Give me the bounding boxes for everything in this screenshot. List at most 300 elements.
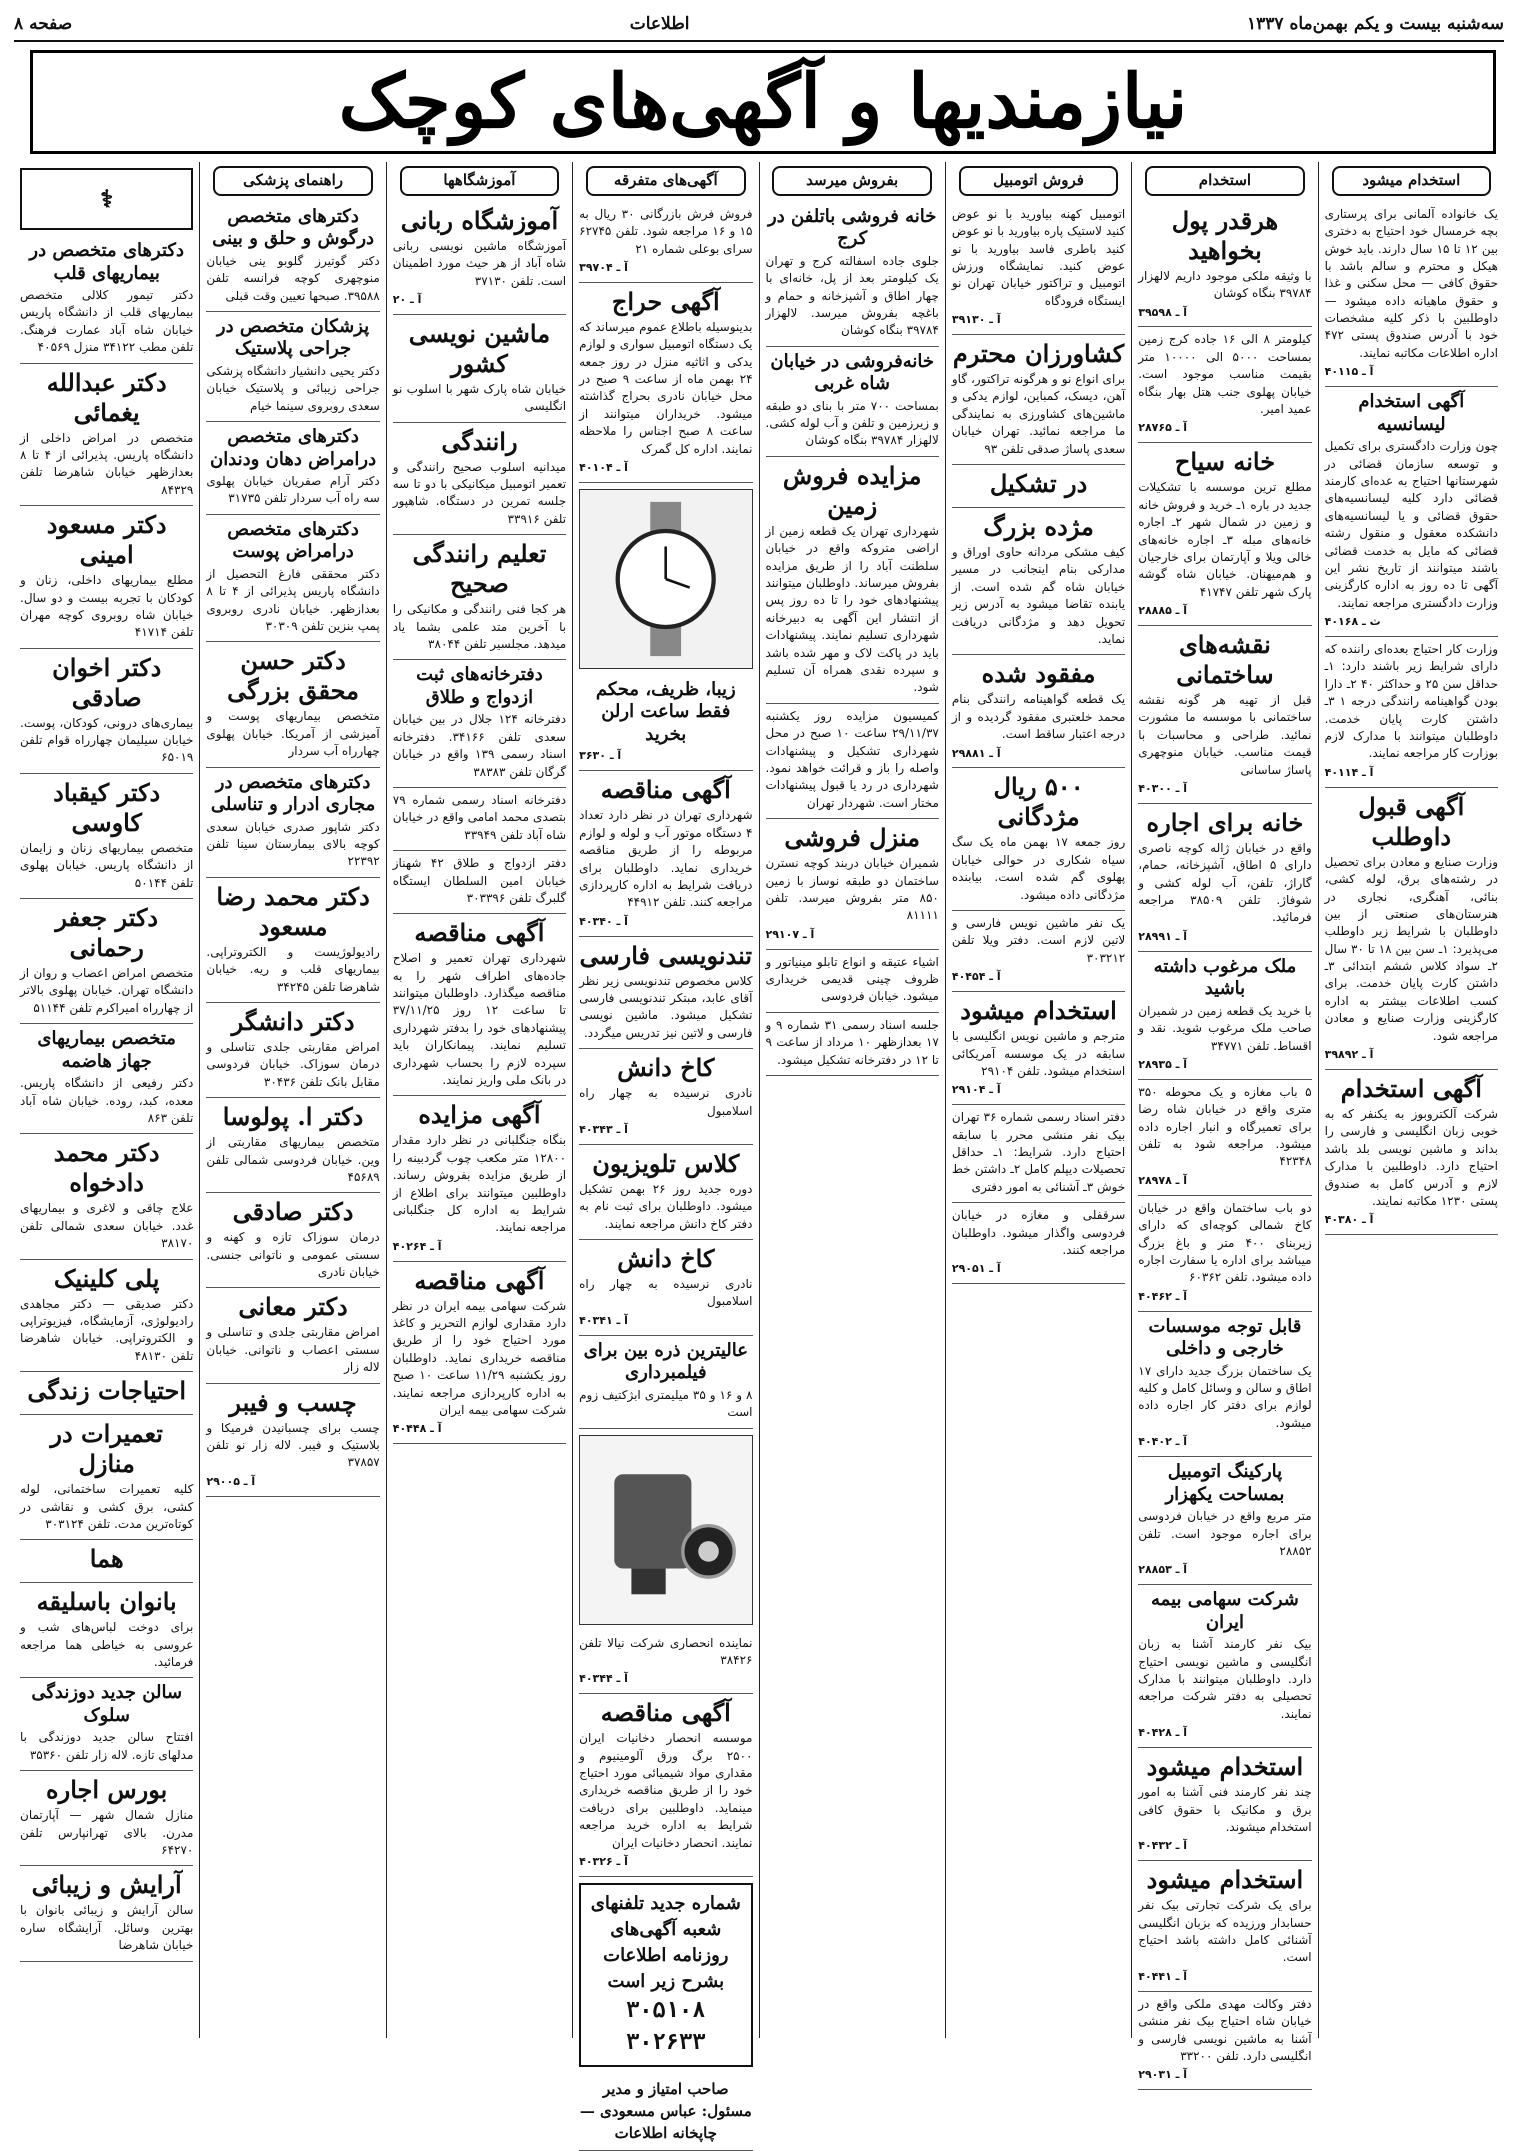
classified-ad	[1138, 1861, 1311, 1992]
ad-title: پزشکان متخصص در جراحی پلاستیک	[216, 315, 370, 360]
ad-body: مترجم و ماشین نویس انگلیسی با سابقه در یک موسسه آمریکائی استخدام میشود. تلفن ۲۹۱۰۴	[951, 1029, 1126, 1078]
ad-body: یک ساختمان بزرگ جدید دارای ۱۷ اطاق و سالن و وسائل کامل و کلیه لوازم برای دفتر کار اجاره داده میشود.	[1138, 1363, 1312, 1430]
classified-ad	[1138, 1196, 1311, 1312]
ad-title: استخدام میشود	[960, 996, 1117, 1026]
classified-ad	[20, 1024, 193, 1134]
ad-body: واقع در خیابان ژاله کوچه ناصری دارای ۵ اطاق، آشپزخانه، حمام، گاراژ، تلفن، آب لوله کشی و شوفاژ. تلفن ۳۸۵۰۹ مراجعه فرمائید.	[1138, 840, 1312, 925]
classified-ad	[20, 1866, 193, 1961]
ad-title: چسب و فیبر	[229, 1387, 357, 1417]
ad-title: آگهی مزایده	[418, 1100, 541, 1130]
ad-body: دکتر آرام صفریان خیابان پهلوی سه راه آب سردار تلفن ۳۱۷۳۵	[206, 474, 380, 506]
ad-code: آ ـ ۲۹۰۵۱	[951, 1262, 1001, 1276]
classified-ad	[579, 1240, 752, 1336]
ad-title: دکترهای متخصص در بیماریهای قلب	[29, 240, 184, 284]
ad-title: دکترهای متخصص درامراض پوست	[227, 518, 359, 563]
classified-ad	[579, 675, 752, 771]
ad-code: آ ـ ۴۰۴۳۲	[1138, 1839, 1188, 1853]
banner-title: نیازمندیها و آگهی‌های کوچک	[338, 59, 1188, 145]
ad-body: نادری نرسیده به چهار راه اسلامبول	[579, 1086, 753, 1118]
ad-body: برای یک شرکت تجارتی بیک نفر حسابدار ورزیده که بزبان انگلیسی آشنائی کامل داشته باشد احتیاج است.	[1138, 1898, 1312, 1965]
classified-ad	[1138, 952, 1311, 1080]
ad-title: دفترخانه‌های ثبت ازدواج و طلاق	[416, 664, 543, 708]
ad-title: بورس اجاره	[46, 1775, 168, 1805]
column-heading: استخدام	[1145, 166, 1305, 196]
ad-title: ملک مرغوب داشته باشید	[1153, 955, 1297, 1000]
classified-ad	[393, 851, 566, 914]
ad-code: ث ـ ۴۰۱۶۸	[1324, 615, 1381, 629]
classified-ad	[952, 768, 1125, 911]
ad-code: آ ـ ۲۸۹۹۱	[1138, 929, 1188, 943]
ad-body: متخصص بیماریهای زنان و زایمان از دانشگاه پاریس. خیابان پهلوی تلفن ۵۰۱۴۴	[20, 840, 194, 890]
ad-body: کمیسیون مزایده روز یکشنبه ۲۹/۱۱/۳۷ ساعت ۱۰ صبح در محل شهرداری تشکیل و پیشنهادات واصله را باز و قرائت خواهد نمود. شهرداری در رد یا قبول پیشنهادات مختار است. شهردار تهران	[765, 708, 939, 810]
classified-ad	[393, 535, 566, 660]
ad-body: امراض مقاربتی جلدی و تناسلی و سستی اعصاب و ناتوانی. خیابان لاله زار	[206, 1325, 380, 1375]
classified-ad	[1325, 1070, 1498, 1235]
ad-title: استخدام میشود	[1146, 1865, 1304, 1895]
ad-title: نقشه‌های ساختمانی	[1176, 630, 1274, 690]
classified-ad	[206, 202, 379, 312]
classified-ad	[579, 937, 752, 1050]
ad-body: وزارت کار احتیاج بعده‌ای راننده که دارای شرایط زیر باشند دارد: ۱ـ حداقل سن ۲۵ و حداکثر ۴۰ ۲ـ دارا بودن گواهینامه رانندگی درجه ۱ ۳ـ داشتن کارت پایان خدمت. داوطلبان میتوانند با مدارک لازم بوزارت کار مراجعه نمایند.	[1324, 642, 1498, 761]
classified-ad	[1138, 804, 1311, 952]
medical-guide-logo	[20, 168, 193, 230]
classified-ad	[20, 1540, 193, 1583]
ad-body: اتومبیل کهنه بیاورید با نو عوض کنید لاستیک پاره بیاورید با نو عوض کنید باطری فاسد بیاورید با نو عوض کنید. نمایشگاه ورزش اتومبیل و تراکتور خیابان تهران نو ایستگاه فرودگاه	[951, 206, 1126, 308]
ad-title: آگهی مناقصه	[414, 918, 545, 948]
ad-body: دوره جدید روز ۲۶ بهمن تشکیل میشود. داوطلبان برای ثبت نام به دفتر کاخ دانش مراجعه نمایند.	[579, 1181, 753, 1231]
ad-title: ۵۰۰ ریال مژدگانی	[993, 772, 1084, 832]
ad-body: یک خانواده آلمانی برای پرستاری بچه خرمسال خود احتیاج به دختری بین ۱۲ تا ۱۵ سال دارند. باید خوش هیکل و محترم و سالم باشد با حقوق کافی — محل سکنی و غذا و حقوق ماهیانه داده میشود — داوطلبین با ذکر کلیه مشخصات خود با آدرس صندوق پستی ۴۷۲ اداره اطلاعات مکاتبه نمایند.	[1324, 206, 1499, 360]
classified-ad	[393, 914, 566, 1096]
column-heading: راهنمای پزشکی	[213, 166, 373, 196]
ad-title: تعلیم رانندگی صحیح	[412, 539, 547, 599]
ad-title: دکترهای متخصص درگوش و حلق و بینی	[212, 205, 375, 250]
ad-body: دو باب ساختمان واقع در خیابان کاخ شمالی کوچه‌ای که دارای زیربنای ۴۰۰ متر و باغ بزرگ میباشد برای اداره یا سفارت اجاره داده میشود. تلفن ۶۰۳۶۲	[1138, 1200, 1312, 1285]
ad-body: یک قطعه گواهینامه رانندگی بنام محمد خلعتبری مفقود گردیده و از درجه اعتبار ساقط است.	[951, 692, 1126, 742]
classified-ad	[952, 202, 1125, 335]
classified-ad	[20, 1771, 193, 1866]
classified-ad	[393, 202, 566, 315]
ad-body: امراض مقاربتی جلدی تناسلی و درمان سوزاک. خیابان فردوسی مقابل بانک تلفن ۳۰۴۳۶	[206, 1039, 380, 1089]
classified-ad	[20, 1260, 193, 1373]
classified-ad	[579, 1336, 752, 1429]
classified-ad	[1138, 443, 1311, 626]
ad-body: مطلع بیماریهای داخلی، زنان و کودکان با تجربه بیست و دو سال. خیابان شاه روبروی کوچه مهران تلفن ۴۱۷۱۴	[20, 573, 194, 640]
ad-body: قبل از تهیه هر گونه نقشه ساختمانی با موسسه ما مشورت نمائید. طراحی و محاسبات با قیمت مناسب. خیابان منوچهری پاساژ ساسانی	[1138, 693, 1312, 777]
ad-title: دکتر معانی	[238, 1292, 348, 1322]
ad-title: دکتر صادقی	[232, 1197, 354, 1227]
ad-code: آ ـ ۴۰۳۴۱	[579, 1313, 628, 1327]
ad-body: ۵ باب مغازه و یک محوطه ۳۵۰ متری واقع در خیابان شاه رضا برای تعمیرگاه و انبار اجاره داده میشود. مراجعه شود به تلفن ۴۲۳۴۸	[1138, 1084, 1312, 1169]
ad-title: آگهی قبول داوطلب	[1358, 791, 1465, 851]
date-line: سه‌شنبه بیست و یکم بهمن‌ماه ۱۳۳۷	[1247, 14, 1504, 34]
ad-title: تندنویسی فارسی	[579, 940, 753, 970]
ad-code: آ ـ ۴۰۴۴۱	[1138, 1969, 1188, 1983]
ad-title: دکتر دانشگر	[231, 1006, 355, 1036]
classified-ad	[579, 771, 752, 936]
ad-body: متخصص در امراض داخلی از دانشگاه پاریس. پذیرائی از ۴ تا ۸ بعدازظهر خیابان شاهرضا تلفن ۸۴۳۲۹	[20, 430, 194, 497]
classified-ad	[206, 515, 379, 643]
ad-code: آ ـ ۲۹۰۳۱	[1138, 2068, 1188, 2082]
ad-body: جلسه اسناد رسمی ۳۱ شماره ۹ و ۱۷ بعدازظهر ۱۰ مرداد از ساعت ۹ تا ۱۲ در دفترخانه تشکیل میشود.	[765, 1017, 939, 1067]
ad-body: دکتر یحیی دانشیار دانشگاه پزشکی جراحی زیبائی و پلاستیک خیابان سعدی روبروی سینما خیام	[206, 363, 380, 413]
phone-box-number-1: ۳۰۵۱۰۸	[626, 1998, 706, 2024]
ad-title: قابل توجه موسسات خارجی و داخلی	[1148, 1315, 1302, 1360]
column-heading: استخدام میشود	[1332, 166, 1492, 196]
ad-title: کاخ دانش	[617, 1244, 715, 1274]
ad-title: آگهی مناقصه	[414, 1265, 545, 1295]
ad-code: آ ـ ۲۹۸۸۱	[951, 746, 1001, 760]
ad-body: با خرید یک قطعه زمین در شمیران صاحب ملک مرغوب شوید. نقد و اقساط. تلفن ۳۴۷۷۱	[1138, 1003, 1312, 1053]
classified-ad	[766, 347, 939, 457]
ad-title: دکتر عبدالله یغمائی	[46, 367, 167, 427]
ad-title: پارکینگ اتومبیل بمساحت یکهزار	[1165, 1461, 1285, 1505]
classified-ad	[952, 1105, 1125, 1203]
ad-body: علاج چاقی و لاغری و بیماریهای غدد. خیابان سعدی شمالی تلفن ۳۸۱۷۰	[20, 1201, 194, 1251]
ad-body: یک نفر ماشین نویس فارسی و لاتین لازم است. دفتر ویلا تلفن ۳۰۳۲۱۲	[951, 916, 1126, 965]
publisher-line: صاحب امتیاز و مدیر مسئول: عباس مسعودی — چاپخانه اطلاعات	[579, 2073, 752, 2151]
ad-title: دکتر محمد رضا مسعود	[216, 881, 370, 941]
classified-ad	[206, 1288, 379, 1383]
ad-title: دکتر محمد دادخواه	[53, 1138, 160, 1198]
ad-title: استخدام میشود	[1146, 1752, 1304, 1782]
ad-title: دکتر جعفر رحمانی	[55, 903, 159, 963]
ad-body: آموزشگاه ماشین نویسی ربانی شاه آباد از هر حیث مورد اطمینان است. تلفن ۳۷۱۳۰	[392, 238, 567, 288]
ad-code: آ ـ ۳۹۱۳۰	[951, 313, 1001, 327]
ad-title: آگهی مناقصه	[600, 775, 731, 805]
classified-ad	[20, 1372, 193, 1415]
ad-body: وزارت صنایع و معادن برای تحصیل در رشته‌های برق، لوله کشی، بنائی، آهنگری، نجاری در هنرستان‌های صنعتی از بین داوطلبان با شرایط زیر داوطلب می‌پذیرد: ۱ـ سن بین ۱۸ تا ۳۰ سال ۲ـ سواد کلاس ششم ابتدائی ۳ـ داشتن کارت پایان خدمت. برای کسب اطلاعات بیشتر به اداره کارگزینی وزارت صنایع و معادن مراجعه شود.	[1324, 854, 1499, 1043]
ad-body: دفترخانه اسناد رسمی شماره ۷۹ بتصدی محمد امامی واقع در خیابان شاه آباد تلفن ۳۳۹۴۹	[392, 792, 567, 842]
classified-ad	[20, 774, 193, 899]
ad-title: دکتر حسن محقق بزرگی	[227, 646, 359, 706]
ad-body: دکتر شاپور صدری خیابان سعدی کوچه بالای بیمارستان سینا تلفن ۲۲۳۹۲	[206, 819, 380, 869]
classified-ad	[393, 1096, 566, 1261]
phone-box-number-2: ۳۰۲۶۳۳	[626, 2030, 706, 2056]
ad-code: آ ـ ۴۰۲۶۴	[392, 1239, 442, 1253]
classified-ad	[206, 642, 379, 767]
classified-ad	[952, 508, 1125, 655]
ad-body: دفتر اسناد رسمی شماره ۳۶ تهران بیک نفر منشی محرر با سابقه احتیاج دارد. شرایط: ۱ـ حداقل تحصیلات دیپلم کامل ۲ـ داشتن خط خوش ۳ـ آشنائی به امور دفتری	[951, 1110, 1126, 1194]
classified-ad	[206, 1003, 379, 1098]
ad-title: آگهی استخدام لیسانسیه	[1358, 391, 1465, 435]
classified-ad	[952, 1203, 1125, 1284]
ad-title: هرقدر پول بخواهید	[1171, 205, 1279, 265]
classified-ad	[1138, 1748, 1311, 1861]
columns-container	[14, 162, 1504, 2142]
ad-code: آ ـ ۴۰۴۶۲	[1138, 1289, 1188, 1303]
ad-title: آگهی استخدام	[1340, 1073, 1482, 1103]
ad-code: آ ـ ۴۰۳۰۰	[1138, 781, 1188, 795]
classified-ad	[206, 878, 379, 1003]
ad-body: درمان سوزاک تازه و کهنه و سستی عمومی و ناتوانی جنسی. خیابان نادری	[206, 1230, 380, 1280]
movie-camera-illustration	[579, 1435, 752, 1625]
ad-body: هر کجا فنی رانندگی و مکانیکی را با آخرین متد علمی بشما یاد میدهد. مجلسیر تلفن ۳۸۰۴۴	[392, 602, 567, 651]
classified-ad	[20, 1678, 193, 1771]
classified-ad	[1138, 1992, 1311, 2091]
column-6	[386, 162, 572, 2038]
ad-body: کلاس مخصوص تندنویسی زیر نظر آقای عابد، مبتکر تندنویسی فارسی تشکیل میشود. ماشین نویسی فارسی و لاتین نیز تدریس میگردد.	[579, 973, 753, 1040]
ad-title: ماشین نویسی کشور	[408, 318, 551, 378]
ad-title: آگهی مناقصه	[600, 1698, 731, 1728]
ad-body: کیلومتر ۸ الی ۱۶ جاده کرج زمین بمساحت ۵۰۰۰ الی ۱۰۰۰۰ متر بقیمت مناسب موجود است. خیابان پهلوی جنب هتل بهار بنگاه عمید امیر.	[1138, 332, 1312, 417]
ad-body: دفترخانه ۱۲۴ جلال در بین خیابان سعدی تلفن ۳۴۱۶۶. دفترخانه اسناد رسمی ۱۳۹ واقع در خیابان گرگان تلفن ۳۸۳۸۳	[392, 712, 567, 779]
ad-code: آ ـ ۴۰۳۴۴	[579, 1672, 628, 1686]
ad-title: کلاس تلویزیون	[592, 1148, 740, 1178]
ad-body: رادیولوژیست و الکتروتراپی. بیماریهای قلب و ریه. خیابان شاهرضا تلفن ۳۴۲۴۵	[206, 944, 380, 994]
ad-title: زیبا، ظریف، محکم فقط ساعت ارلن بخرید	[595, 678, 736, 745]
ad-code: آ ـ ۲۹۱۰۷	[765, 927, 815, 941]
ad-body: میدانیه اسلوب صحیح رانندگی و تعمیر اتومبیل میکانیکی با دو تا سه جلسه تمرین در دستگاه. شاهپور تلفن ۳۳۹۱۶	[392, 459, 567, 526]
ad-title: خانه سیاح	[1174, 447, 1276, 477]
ad-body: دکتر گوتیرز گلوبو ینی خیابان منوچهری کوچه فرانسه تلفن ۳۹۵۸۸. صبحها تعیین وقت قبلی	[206, 253, 380, 303]
classified-ad	[952, 655, 1125, 768]
ad-code: آ ـ ۴۰۴۴۸	[392, 1422, 442, 1436]
ad-body: چسب برای چسبانیدن فرمیکا و بلاستیک و فیبر. لاله زار نو تلفن ۳۷۸۵۷	[206, 1420, 380, 1470]
ad-title: آگهی حراج	[611, 286, 720, 316]
ad-body: نماینده انحصاری شرکت نیالا تلفن ۳۸۴۲۶	[579, 1635, 753, 1667]
ad-body: بیماری‌های درونی، کودکان، پوست. خیابان سیلیمان چهارراه قوام تلفن ۶۵۰۱۹	[20, 715, 194, 765]
ad-code: آ ـ ۲۸۹۷۸	[1138, 1173, 1188, 1187]
ad-code: آ ـ ۴۰۱۰۴	[579, 460, 628, 474]
ad-body: شرکت سهامی بیمه ایران در نظر دارد مقداری لوازم التحریر و کاغذ مورد احتیاج خود را از طریق مناقصه خریداری نماید. داوطلبان روز یکشنبه ۱۱/۲۹ ساعت ۱۰ صبح به اداره کارپردازی مراجعه نمایند. شرکت سهامی بیمه ایران	[392, 1298, 567, 1418]
ad-body: شهرداری تهران در نظر دارد تعداد ۴ دستگاه موتور آب و لوله و لوازم مربوطه را از طریق مناقصه خریداری نماید. داوطلبان برای دریافت شرایط به اداره کارپردازی مراجعه کنند. تلفن ۴۴۹۱۲	[579, 808, 753, 910]
ad-body: شهرداری تهران تعمیر و اصلاح جاده‌های اطراف شهر را به مناقصه میگذارد. داوطلبان میتوانند تا ساعت ۱۲ روز ۳۷/۱۱/۲۵ پیشنهادهای خود را بدفتر شهرداری تسلیم نمایند. پیمانکاران باید سپرده لازم را بحساب شهرداری در بانک ملی واریز نمایند.	[392, 951, 567, 1088]
column-7	[199, 162, 385, 2038]
ad-title: کشاورزان محترم	[952, 339, 1125, 369]
classified-ad	[766, 950, 939, 1013]
ad-title: رانندگی	[441, 426, 518, 456]
classifieds-banner	[30, 50, 1496, 154]
ad-body: شهرداری تهران یک قطعه زمین از اراضی متروکه واقع در خیابان سلطنت آباد را از طریق مزایده بفروش میرساند. داوطلبان میتوانند پیشنهادهای خود را تا ده روز پس از انتشار این آگهی به دبیرخانه شهرداری تسلیم نمایند. پیشنهادات باید در پاکت لاک و مهر شده باشد و سپرده نقدی همراه آن تسلیم شود.	[765, 523, 939, 695]
classified-ad	[579, 1631, 752, 1695]
ad-body: چند نفر کارمند فنی آشنا به امور برق و مکانیک با حقوق کافی استخدام میشوند.	[1138, 1785, 1312, 1834]
ad-title: پلی کلینیک	[53, 1263, 160, 1293]
phone-number-box	[579, 1883, 752, 2067]
classified-ad	[1138, 1585, 1311, 1748]
classified-ad	[579, 202, 752, 283]
classified-ad	[393, 660, 566, 788]
column-heading: بفروش میرسد	[772, 166, 932, 196]
classified-ad	[766, 202, 939, 347]
ad-body: روز جمعه ۱۷ بهمن ماه یک سگ سیاه شکاری در حوالی خیابان پهلوی گم شده است. بیابنده مژدگانی داده میشود.	[951, 835, 1126, 902]
column-8	[14, 162, 199, 2038]
ad-title: بانوان باسلیقه	[36, 1587, 177, 1617]
classified-ad	[20, 364, 193, 507]
classified-ad	[206, 1098, 379, 1193]
ad-code: آ ـ ۴۰۳۲۶	[579, 1855, 628, 1869]
classified-ad	[1138, 1457, 1311, 1585]
classified-ad	[1138, 1080, 1311, 1196]
ad-title: کاخ دانش	[617, 1053, 715, 1083]
ad-code: آ ـ ۴۰۴۲۸	[1138, 1726, 1188, 1740]
ad-title: دکتر ا. پولوسا	[222, 1102, 364, 1132]
ad-code: آ ـ ۲۸۹۳۵	[1138, 1057, 1188, 1071]
paper-name: اطلاعات	[629, 14, 690, 34]
classified-ad	[20, 649, 193, 774]
ad-body: کلیه تعمیرات ساختمانی، لوله کشی، برق کشی و نقاشی در کوتاه‌ترین مدت. تلفن ۳۰۳۱۲۴	[20, 1482, 194, 1531]
classified-ad	[766, 704, 939, 819]
classified-ad	[766, 819, 939, 950]
ad-title: آرایش و زیبائی	[31, 1870, 182, 1900]
classified-ad	[579, 1049, 752, 1145]
classified-ad	[1138, 1312, 1311, 1458]
classified-ad	[20, 899, 193, 1024]
ad-body: دفتر وکالت مهدی ملکی واقع در خیابان شاه احتیاج بیک نفر منشی آشنا به ماشین نویسی فارسی و انگلیسی دارد. تلفن ۳۳۲۰۰	[1138, 1996, 1312, 2063]
ad-code: آ ـ ۲۸۸۸۵	[1138, 604, 1188, 618]
ad-title: دکتر اخوان صادقی	[52, 652, 162, 712]
ad-code: آ ـ ۴۰۴۵۴	[951, 970, 1001, 984]
classified-ad	[579, 1145, 752, 1240]
ad-code: آ ـ ۲۹۰۰۵	[206, 1474, 256, 1488]
ad-body: نادری نرسیده به چهار راه اسلامبول	[579, 1277, 753, 1309]
ad-code: آ ـ ۴۰۳۴۰	[579, 914, 628, 928]
classified-ad	[206, 1384, 379, 1497]
ad-title: شرکت سهامی بیمه ایران	[1151, 1589, 1299, 1633]
ad-title: خانه برای اجاره	[1146, 807, 1304, 837]
ad-body: چون وزارت دادگستری برای تکمیل و توسعه سازمان قضائی در شهرستانها احتیاج به عده‌ای کارمند قضائی دارد کلیه لیسانسیه‌های حقوق قضائی و یا لیسانسیه‌های دانشکده معقول و منقول رشته قضائی که مایل به خدمت قضائی باشند میتوانند از تاریخ نشر این آگهی تا ده روز به اداره کارگزینی وزارت دادگستری مراجعه نمایند.	[1324, 439, 1498, 610]
classified-ad	[579, 1694, 752, 1877]
classified-ad	[1138, 327, 1311, 443]
ad-title: سالن جدید دوزندگی سلوک	[31, 1682, 183, 1726]
classified-ad	[952, 992, 1125, 1105]
ad-body: موسسه انحصار دخانیات ایران ۲۵۰۰ برگ ورق آلومینیوم و مقداری مواد شیمیائی مورد احتیاج خود را از طریق مناقصه خریداری مینماید. داوطلبین برای دریافت شرایط به اداره خرید مراجعه نمایند. انحصار دخانیات ایران	[579, 1731, 753, 1850]
ad-body: ۸ و ۱۶ و ۳۵ میلیمتری ابژکتیف زوم است	[579, 1387, 753, 1420]
ad-code: آ ـ ۲۸۷۶۵	[1138, 421, 1188, 435]
classified-ad	[766, 457, 939, 704]
ad-code: آ ـ ۲۸۸۵۳	[1138, 1563, 1188, 1577]
column-heading: آگهی‌های متفرقه	[586, 166, 746, 196]
classified-ad	[393, 1262, 566, 1445]
classified-ad	[579, 283, 752, 483]
ad-title: دکتر مسعود امینی	[46, 510, 167, 570]
classified-ad	[206, 422, 379, 515]
ad-body: متخصص امراض اعصاب و روان از دانشگاه تهران. خیابان پهلوی بالاتر از چهارراه امیراکرم تلفن ۵۱۱۴۴	[20, 966, 194, 1015]
ad-body: فروش فرش بازرگانی ۳۰ ریال به ۱۵ و ۱۶ مراجعه شود. تلفن ۶۲۷۴۵ سرای بوعلی شماره ۲۱	[579, 206, 753, 256]
page-number: صفحه ۸	[14, 14, 73, 34]
ad-title: خانه‌فروشی در خیابان شاه غربی	[770, 350, 934, 395]
ad-code: آ ـ ۳۹۵۹۸	[1138, 305, 1188, 319]
classified-ad	[766, 1013, 939, 1076]
ad-title: مزایده فروش زمین	[782, 460, 922, 520]
phone-box-title: شماره جدید تلفنهای شعبه آگهی‌های روزنامه اطلاعات	[590, 1892, 741, 1967]
ad-title: تعمیرات در منازل	[50, 1419, 163, 1479]
ad-body: منازل شمال شهر — آپارتمان مدرن. بالای تهرانپارس تلفن ۶۴۲۷۰	[20, 1808, 194, 1858]
column-2	[1131, 162, 1317, 2082]
ad-code: آ ـ ۳۹۸۹۲	[1324, 1048, 1374, 1062]
ad-title: خانه فروشی باتلفن در کرج	[768, 205, 937, 250]
phone-box-subtitle: بشرح زیر است	[607, 1971, 725, 1993]
ad-body: برای دوخت لباس‌های شب و عروسی به خیاطی هما مراجعه فرمائید.	[20, 1620, 194, 1670]
ad-title: دکترهای متخصص در مجاری ادرار و تناسلی	[210, 771, 376, 816]
ad-code: آ ـ ۴۰۴۰۲	[1138, 1435, 1188, 1449]
ad-body: اشیاء عتیقه و انواع تابلو مینیاتور و ظروف چینی قدیمی خریداری میشود. خیابان فردوسی	[765, 954, 939, 1004]
column-1	[1318, 162, 1504, 2038]
classified-ad	[1325, 788, 1498, 1070]
ad-body: متخصص بیماریهای مقاربتی از وین. خیابان فردوسی شمالی تلفن ۴۵۶۸۹	[206, 1135, 380, 1184]
ad-body: شرکت آلکتروبوز به یکنفر که به خوبی زبان انگلیسی و فارسی را بداند و ماشین نویسی بلد باشد احتیاج دارد. داوطلبین با مدارک لازم و آدرس کامل به صندوق پستی ۱۲۳۰ مکاتبه نمایند.	[1324, 1106, 1498, 1208]
ad-body: دکتر رفیعی از دانشگاه پاریس. معده، کبد، روده. خیابان شاه آباد تلفن ۸۶۳	[20, 1076, 194, 1125]
ad-body: دکتر صدیقی — دکتر مجاهدی رادیولوژی، آزمایشگاه، فیزیوتراپی و الکتروتراپی. خیابان شاهرضا تلفن ۴۸۱۳۰	[20, 1296, 194, 1363]
ad-body: افتتاح سالن جدید دوزندگی با مدلهای تازه. لاله زار تلفن ۳۵۳۶۰	[20, 1730, 194, 1762]
ad-title: مژده بزرگ	[983, 511, 1094, 541]
ad-body: دکتر تیمور کلالی متخصص بیماریهای قلب از دانشگاه پاریس خیابان شاه آباد عمارت فرهنگ. تلفن مطب ۳۴۱۲۲ منزل ۴۰۵۶۹	[20, 288, 194, 355]
ad-body: سالن آرایش و زیبائی بانوان با بهترین وسائل. آرایشگاه ساره خیابان شاهرضا	[20, 1903, 194, 1953]
column-heading: فروش اتومبیل	[959, 166, 1119, 196]
classified-ad	[1325, 637, 1498, 788]
classified-ad	[206, 1193, 379, 1288]
ad-title: دکترهای متخصص درامراض دهان ودندان	[209, 426, 377, 470]
wristwatch-illustration	[579, 489, 752, 669]
classified-ad	[393, 788, 566, 851]
ad-code: آ ـ ۲۰	[392, 292, 422, 306]
ad-title: منزل فروشی	[784, 823, 920, 853]
classified-ad	[952, 465, 1125, 508]
classified-ad	[1138, 626, 1311, 804]
classified-ad	[20, 1134, 193, 1259]
ad-title: هما	[89, 1544, 124, 1574]
classified-ad	[20, 506, 193, 649]
classified-ad	[20, 236, 193, 364]
ad-code: آ ـ ۴۰۳۸۰	[1324, 1213, 1374, 1227]
ad-body: با وثیقه ملکی موجود داریم لالهزار ۳۹۷۸۴ بنگاه کوشان	[1138, 268, 1312, 301]
classified-ad	[952, 911, 1125, 992]
ad-body: بمساحت ۷۰۰ متر با بنای دو طبقه و زیرزمین و تلفن و آب لوله کشی. لالهزار ۳۹۷۸۴ بنگاه کوشان	[765, 398, 939, 448]
ad-code: آ ـ ۲۹۱۰۴	[951, 1083, 1001, 1097]
ad-title: متخصص بیماریهای جهاز هاضمه	[37, 1028, 176, 1072]
classified-ad	[1325, 387, 1498, 637]
classified-ad	[206, 312, 379, 422]
column-4	[759, 162, 945, 2038]
ad-code: آ ـ ۴۰۱۱۴	[1324, 765, 1374, 779]
caduceus-icon: ⚕	[100, 183, 114, 213]
ad-body: برای انواع نو و هرگونه تراکتور، گاو آهن، دیسک، کمباین، لوازم یدکی و ماشین‌های کشاورزی به نمایندگی ما مراجعه نمائید. تهران خیابان سعدی پاساژ صدقی تلفن ۹۳	[951, 372, 1126, 456]
ad-body: دکتر محققی فارغ التحصیل از دانشگاه پاریس پذیرائی از ۴ تا ۸ بعدازظهر. خیابان نادری روبروی پمپ بنزین تلفن ۳۰۳۰۹	[206, 566, 380, 634]
classified-ad	[1325, 202, 1498, 387]
ad-title: در تشکیل	[989, 468, 1088, 498]
classified-ad	[393, 315, 566, 423]
ad-title: عالیترین ذره بین برای فیلمبرداری	[583, 1339, 748, 1384]
page-header	[14, 8, 1504, 42]
ad-body: بدینوسیله باطلاع عموم میرساند که یک دستگاه اتومبیل سواری و لوازم یدکی و اثاثیه منزل در روز جمعه ۲۴ بهمن ماه از ساعت ۹ صبح در محل خیابان نادری بحراج گذاشته میشود. خریداران میتوانند از ساعت ۸ صبح اجناس را ملاحظه نمایند. اداره کل گمرک	[579, 319, 753, 456]
classified-ad	[20, 1415, 193, 1540]
classified-ad	[206, 768, 379, 878]
ad-body: شمیران خیابان دربند کوچه نسترن ساختمان دو طبقه نوساز با زمین ۸۵۰ متر بفروش میرسد. تلفن ۸۱۱۱۱	[765, 856, 939, 923]
ad-body: بیک نفر کارمند آشنا به زبان انگلیسی و ماشین نویسی احتیاج دارد. داوطلبان میتوانند با مدارک تحصیلی به دفتر شرکت مراجعه نمایند.	[1138, 1637, 1312, 1721]
ad-body: متر مربع واقع در خیابان فردوسی برای اجاره موجود است. تلفن ۲۸۸۵۲	[1138, 1509, 1312, 1558]
ad-title: آموزشگاه ربانی	[400, 205, 559, 235]
classified-ad	[393, 423, 566, 536]
column-3	[945, 162, 1131, 2038]
column-heading: آموزشگاهها	[400, 166, 560, 196]
classified-ad	[1138, 202, 1311, 328]
ad-body: متخصص بیماریهای پوست و آمیزشی از آمریکا. خیابان پهلوی چهارراه آب سردار	[206, 709, 380, 759]
ad-title: مفقود شده	[981, 659, 1096, 689]
ad-body: بنگاه جنگلبانی در نظر دارد مقدار ۱۲۸۰۰ متر مکعب چوب گردبینه را از طریق مزایده بفروش رساند. داوطلبین میتوانند برای اطلاع از شرایط به اداره کل جنگلبانی مراجعه نمایند.	[392, 1133, 567, 1235]
ad-body: جلوی جاده اسفالته کرج و تهران یک کیلومتر بعد از پل، خانه‌ای با چهار اطاق و آشپزخانه و حمام و باغچه بفروش میرسد. لالهزار ۳۹۷۸۴ بنگاه کوشان	[765, 253, 939, 338]
ad-body: مطلع ترین موسسه با تشکیلات جدید در باره ۱ـ خرید و فروش خانه و زمین در شمال شهر ۲ـ اجاره خانه‌های مبله ۳ـ اجاره خانه‌های خالی ویلا و آپارتمان برای خارجیان و هم‌میهنان. خیابان شاه گوشه پارک شهر تلفن ۴۱۷۴۷	[1138, 480, 1312, 599]
ad-body: کیف مشکی مردانه حاوی اوراق و مدارکی بنام اینجانب در مسیر خیابان شاه گم شده است. از یابنده تقاضا میشود به آدرس زیر تحویل دهد و مژدگانی دریافت نماید.	[951, 544, 1126, 646]
ad-body: دفتر ازدواج و طلاق ۴۲ شهناز خیابان امین السلطان ایستگاه گلبرگ تلفن ۳۰۳۳۹۶	[392, 856, 567, 905]
classified-ad	[20, 1583, 193, 1678]
ad-title: دکتر کیقباد کاوسی	[53, 777, 161, 837]
ad-title: احتیاجات زندگی	[27, 1376, 187, 1406]
ad-code: آ ـ ۳۹۷۰۴	[579, 260, 628, 274]
classified-ad	[952, 335, 1125, 465]
ad-code: آ ـ ۳۶۳۰	[579, 749, 622, 763]
column-5	[572, 162, 758, 2142]
ad-code: آ ـ ۴۰۱۱۵	[1324, 365, 1374, 379]
